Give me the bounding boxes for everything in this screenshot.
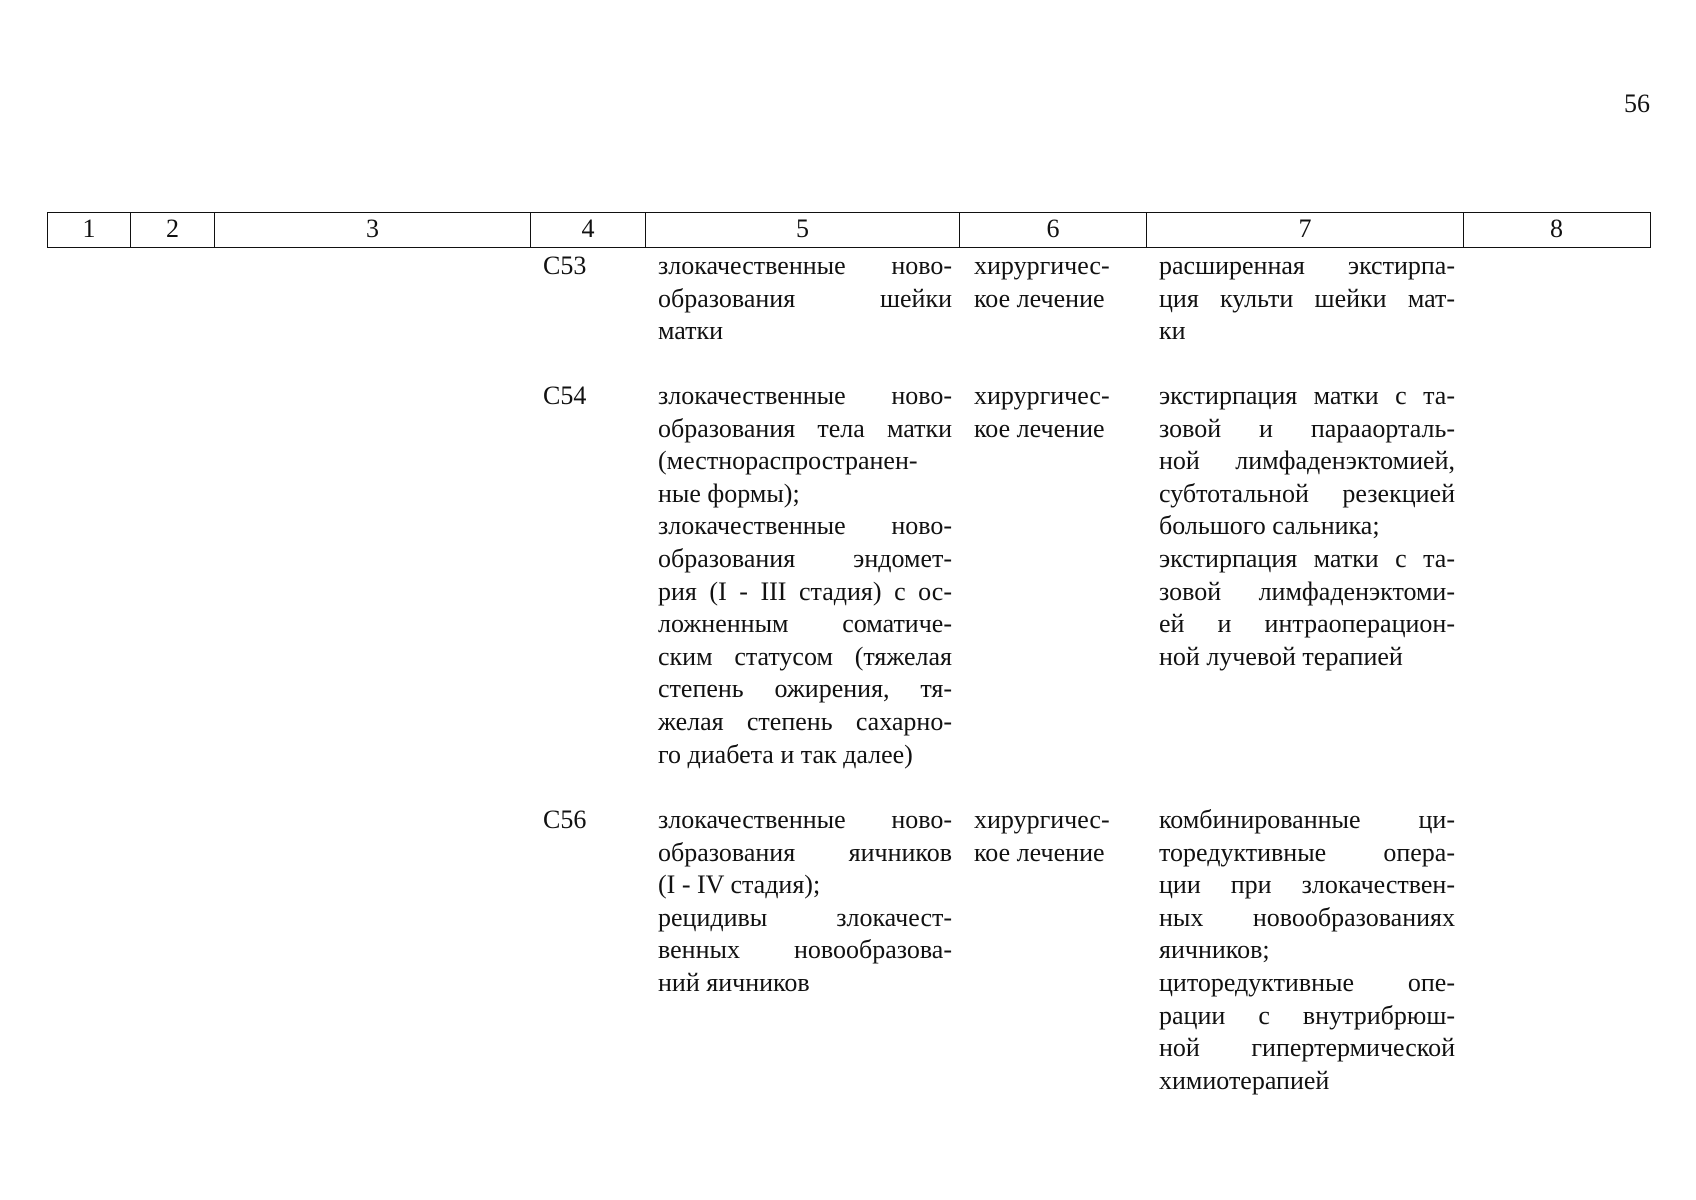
text-line: ний яичников bbox=[658, 967, 810, 997]
text-line: кое лечение bbox=[974, 283, 1105, 313]
column-number-7: 7 bbox=[1147, 213, 1464, 247]
diagnosis-description bbox=[658, 380, 952, 771]
treatment-type bbox=[974, 380, 1124, 445]
text-line: ским статусом (тяжелая bbox=[658, 641, 952, 671]
text-line: го диабета и так далее) bbox=[658, 739, 913, 769]
text-line: ки bbox=[1159, 316, 1186, 346]
text-line: степень ожирения, тя- bbox=[658, 674, 952, 704]
table-row bbox=[0, 380, 1696, 804]
text-line: ной лимфаденэктомией, bbox=[1159, 446, 1455, 476]
text-line: рецидивы злокачест- bbox=[658, 902, 952, 932]
column-number-4: 4 bbox=[531, 213, 646, 247]
text-line: злокачественные ново- bbox=[658, 381, 952, 410]
text-line: ных новообразованиях bbox=[1159, 902, 1455, 932]
treatment-method bbox=[1159, 250, 1455, 348]
column-number-3: 3 bbox=[215, 213, 531, 247]
diagnosis-code: C56 bbox=[543, 805, 587, 834]
text-line: ция культи шейки мат- bbox=[1159, 283, 1455, 313]
text-line: ной лучевой терапией bbox=[1159, 641, 1403, 671]
text-line: ции при злокачествен- bbox=[1159, 870, 1455, 900]
text-line: зовой и парааорталь- bbox=[1159, 413, 1455, 443]
text-line: образования тела матки bbox=[658, 413, 952, 443]
text-line: кое лечение bbox=[974, 837, 1105, 867]
diagnosis-description bbox=[658, 804, 952, 1000]
text-line: ложненным соматиче- bbox=[658, 609, 952, 639]
text-line: хирургичес- bbox=[974, 381, 1110, 410]
text-line: матки bbox=[658, 316, 724, 346]
text-line: злокачественные ново- bbox=[658, 511, 952, 541]
diagnosis-code: C54 bbox=[543, 381, 587, 410]
column-number-8: 8 bbox=[1550, 214, 1563, 243]
treatment-method bbox=[1159, 804, 1455, 1097]
column-number-6: 6 bbox=[960, 213, 1147, 247]
text-line: рации с внутрибрюш- bbox=[1159, 1000, 1455, 1030]
column-number-1: 1 bbox=[48, 213, 131, 247]
text-line: злокачественные ново- bbox=[658, 805, 952, 834]
text-line: большого сальника; bbox=[1159, 511, 1380, 541]
page-number: 56 bbox=[1624, 89, 1650, 118]
text-line: злокачественные ново- bbox=[658, 251, 952, 280]
text-line: кое лечение bbox=[974, 413, 1105, 443]
treatment-method bbox=[1159, 380, 1455, 673]
table-row bbox=[0, 804, 1696, 1104]
text-line: ные формы); bbox=[658, 478, 800, 508]
text-line: химиотерапией bbox=[1159, 1065, 1330, 1095]
column-number-5: 5 bbox=[646, 213, 960, 247]
table-body bbox=[0, 250, 1696, 1104]
text-line: хирургичес- bbox=[974, 805, 1110, 834]
text-line: ной гипертермической bbox=[1159, 1033, 1455, 1063]
text-line: желая степень сахарно- bbox=[658, 706, 952, 736]
column-number-2: 2 bbox=[131, 213, 215, 247]
text-line: образования эндомет- bbox=[658, 543, 952, 573]
treatment-type bbox=[974, 804, 1124, 869]
text-line: торедуктивные опера- bbox=[1159, 837, 1455, 867]
text-line: циторедуктивные опе- bbox=[1159, 967, 1455, 997]
text-line: образования яичников bbox=[658, 837, 952, 867]
text-line: комбинированные ци- bbox=[1159, 805, 1455, 834]
diagnosis-description bbox=[658, 250, 952, 348]
text-line: расширенная экстирпа- bbox=[1159, 251, 1455, 280]
text-line: субтотальной резекцией bbox=[1159, 478, 1455, 508]
text-line: (местнораспространен- bbox=[658, 446, 918, 476]
text-line: ей и интраоперацион- bbox=[1159, 609, 1455, 639]
text-line: хирургичес- bbox=[974, 251, 1110, 280]
diagnosis-code: C53 bbox=[543, 251, 587, 280]
table-row bbox=[0, 250, 1696, 380]
text-line: экстирпация матки с та- bbox=[1159, 381, 1455, 410]
text-line: экстирпация матки с та- bbox=[1159, 543, 1455, 573]
text-line: зовой лимфаденэктоми- bbox=[1159, 576, 1455, 606]
text-line: образования шейки bbox=[658, 283, 952, 313]
treatment-type bbox=[974, 250, 1124, 315]
text-line: венных новообразова- bbox=[658, 935, 952, 965]
text-line: (I - IV стадия); bbox=[658, 870, 821, 900]
column-number-header bbox=[47, 212, 1651, 248]
text-line: рия (I - III стадия) с ос- bbox=[658, 576, 952, 606]
text-line: яичников; bbox=[1159, 935, 1270, 965]
